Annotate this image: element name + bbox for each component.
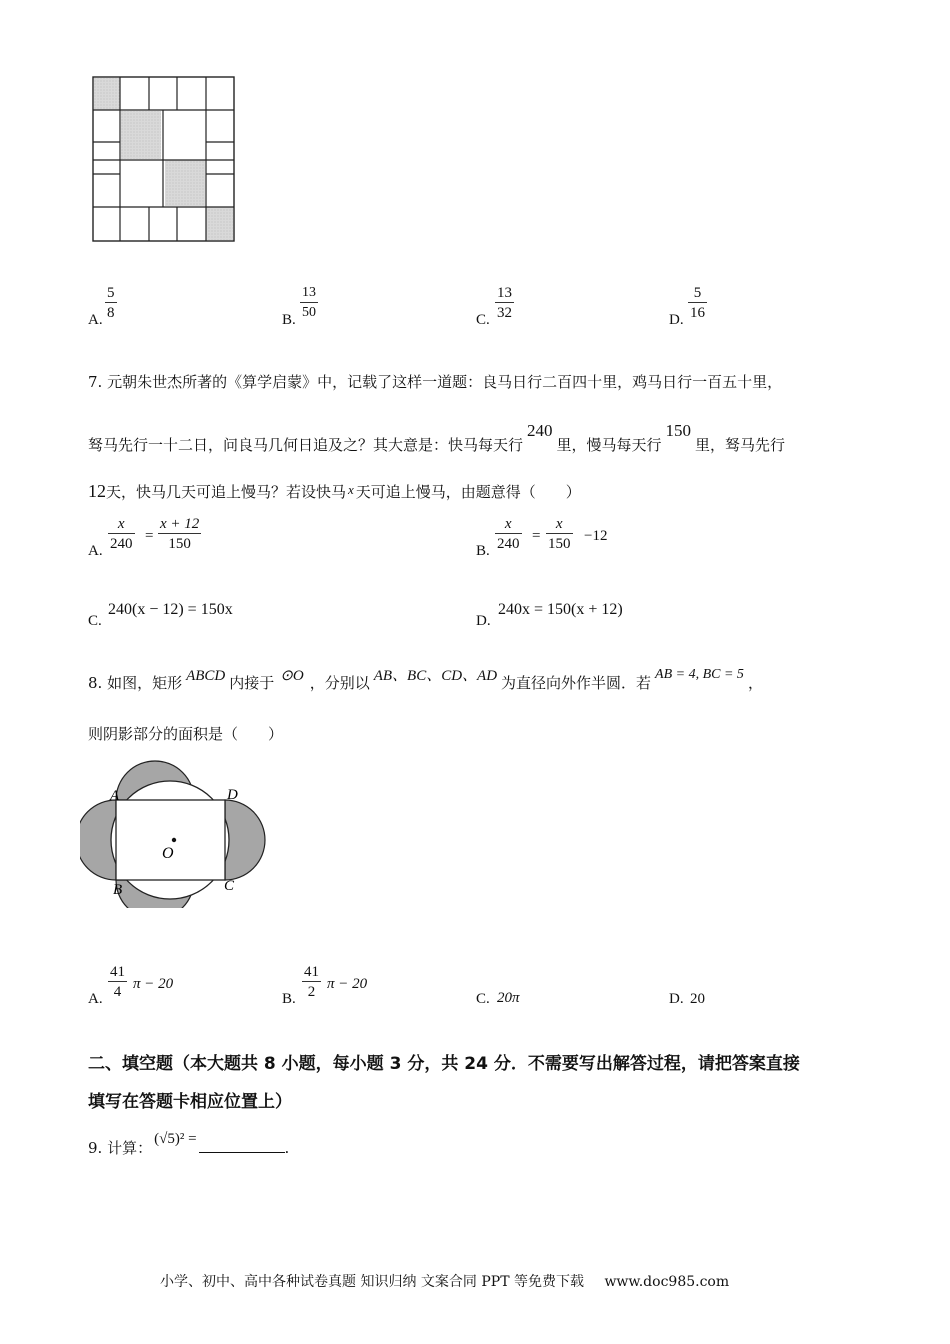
q9-expression: (√5)² = xyxy=(154,1131,197,1147)
equation: 240(x − 12) = 150x xyxy=(108,601,233,618)
section-heading: 二、填空题（本大题共 8 小题，每小题 3 分，共 24 分．不需要写出解答过程，请把答案直接 xyxy=(88,1054,800,1074)
rect-name: ABCD xyxy=(186,668,226,684)
q7-line-3 xyxy=(88,481,581,502)
shaded-square xyxy=(121,111,161,159)
fraction xyxy=(495,515,522,554)
q8-text: ， xyxy=(747,674,763,692)
fraction xyxy=(105,284,117,323)
fraction xyxy=(300,284,318,323)
slow-speed: 150 xyxy=(665,421,692,440)
option-letter: A. xyxy=(88,991,103,1007)
option-letter: C. xyxy=(476,312,490,328)
option-letter: A. xyxy=(88,543,103,559)
grid-figure xyxy=(88,74,240,246)
q7-text: 天可追上慢马，由题意得（ ） xyxy=(355,483,581,501)
denominator: 4 xyxy=(113,984,122,1000)
option-letter: A. xyxy=(88,312,103,328)
shaded-cell xyxy=(206,207,233,240)
pi-term: π − 20 xyxy=(133,976,174,992)
numerator: 5 xyxy=(107,285,115,301)
denominator: 16 xyxy=(690,305,705,321)
option-letter: C. xyxy=(476,991,490,1007)
label-c: C xyxy=(224,878,235,894)
fraction xyxy=(495,284,514,323)
denominator: 2 xyxy=(307,984,316,1000)
q8-text: ，分别以 xyxy=(309,674,370,692)
equation: 240x = 150(x + 12) xyxy=(498,601,623,618)
fraction xyxy=(108,963,127,1002)
q8-line-1 xyxy=(88,667,763,693)
circle-name: ⊙O xyxy=(280,668,304,684)
option-letter: B. xyxy=(282,991,296,1007)
equals-sign: = xyxy=(532,528,541,544)
numerator: x xyxy=(117,516,125,532)
pi-term: π − 20 xyxy=(327,976,368,992)
shaded-square xyxy=(165,160,205,206)
variable-x: x xyxy=(348,482,354,497)
q7-text: 里，驽马先行 xyxy=(695,436,786,454)
q9 xyxy=(88,1131,290,1158)
q8-text: 为直径向外作半圆．若 xyxy=(501,674,652,692)
label-a: A xyxy=(110,788,120,804)
center-point xyxy=(172,838,176,842)
denominator: 150 xyxy=(548,536,571,552)
denominator: 150 xyxy=(168,536,191,552)
q8-text: 8. 如图，矩形 xyxy=(88,674,183,692)
denominator: 240 xyxy=(110,536,133,552)
fraction xyxy=(158,515,201,554)
q7-text: 驽马先行一十二日，问良马几何日追及之？其大意是：快马每天行 xyxy=(88,436,524,454)
answer-value: 20 xyxy=(690,991,705,1007)
denominator: 50 xyxy=(302,305,316,320)
denominator: 32 xyxy=(497,305,512,321)
label-b: B xyxy=(113,882,123,898)
denominator: 8 xyxy=(107,305,115,321)
denominator: 240 xyxy=(497,536,520,552)
numerator: x xyxy=(555,516,563,532)
numerator: x + 12 xyxy=(160,516,200,532)
q8-text: 内接于 xyxy=(229,674,275,692)
semicircle-right xyxy=(225,800,265,880)
option-letter: B. xyxy=(282,312,296,328)
numerator: 41 xyxy=(110,964,125,980)
q9-end: . xyxy=(284,1139,290,1157)
rectangle-abcd xyxy=(116,800,225,880)
q7-line-1: 7. 元朝朱世杰所著的《算学启蒙》中，记载了这样一道题：良马日行二百四十里，鸡马日行一百五十里， xyxy=(88,373,783,391)
answer-value: 20π xyxy=(497,990,520,1006)
option-letter: D. xyxy=(669,312,684,328)
option-letter: C. xyxy=(88,613,102,629)
q7-text: 天，快马几天可追上慢马？若设快马 xyxy=(106,483,347,501)
option-letter: D. xyxy=(669,991,684,1007)
q9-label: 9. 计算： xyxy=(88,1139,153,1157)
numerator: x xyxy=(504,516,512,532)
option-letter: B. xyxy=(476,543,490,559)
numerator: 13 xyxy=(302,285,316,300)
head-start-days: 12 xyxy=(88,481,106,501)
footer-url[interactable]: www.doc985.com xyxy=(604,1274,730,1290)
footer xyxy=(160,1271,729,1291)
label-o: O xyxy=(162,845,174,862)
label-d: D xyxy=(227,787,238,803)
minus-term: −12 xyxy=(584,528,608,544)
option-letter: D. xyxy=(476,613,491,629)
numerator: 13 xyxy=(497,285,512,301)
circle-rectangle-figure xyxy=(80,748,280,908)
section-heading-line-2: 填写在答题卡相应位置上） xyxy=(88,1092,292,1112)
fraction xyxy=(546,515,573,554)
q7-line-2 xyxy=(88,421,786,455)
sides-list: AB、BC、CD、AD xyxy=(373,668,498,684)
fraction xyxy=(108,515,135,554)
shaded-cell xyxy=(94,78,120,110)
fraction xyxy=(302,963,321,1002)
fast-speed: 240 xyxy=(527,421,553,440)
numerator: 41 xyxy=(304,964,319,980)
q7-text: 里，慢马每天行 xyxy=(556,436,662,454)
q8-line-2: 则阴影部分的面积是（ ） xyxy=(88,725,284,743)
footer-text: 小学、初中、高中各种试卷真题 知识归纳 文案合同 PPT 等免费下载 xyxy=(160,1274,584,1290)
answer-blank[interactable] xyxy=(199,1138,285,1153)
equals-sign: = xyxy=(145,528,154,544)
given-condition: AB = 4, BC = 5 xyxy=(655,667,744,682)
numerator: 5 xyxy=(693,285,702,301)
fraction xyxy=(688,284,707,323)
